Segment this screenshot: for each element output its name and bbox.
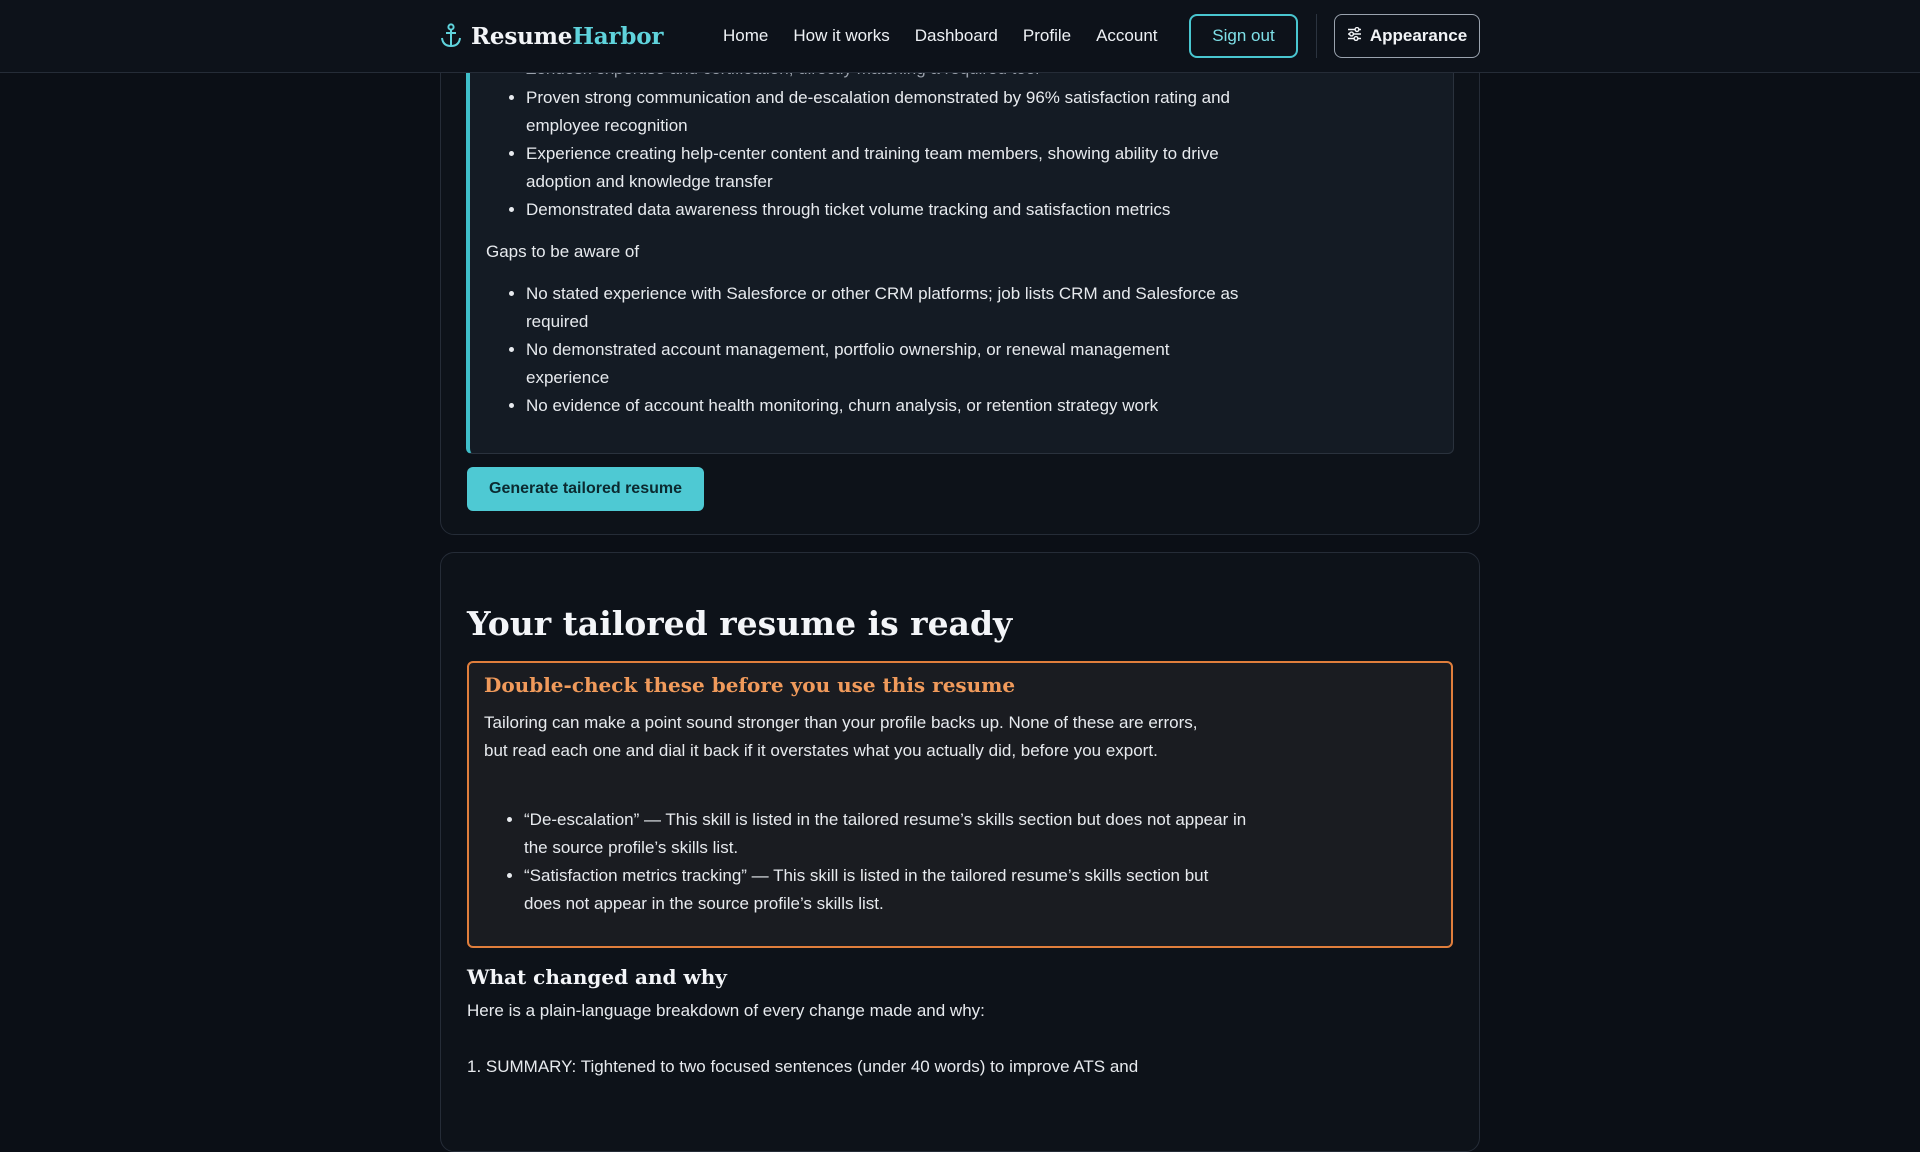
top-navigation-bar	[0, 0, 1920, 73]
list-item: • Proven strong communication and de-escalation demonstrated by 96% satisfaction rating and employee recognition	[526, 84, 1246, 140]
brand-name-part1: Resume	[471, 22, 573, 50]
list-item: • No stated experience with Salesforce or other CRM platforms; job lists CRM and Salesforce as required	[526, 280, 1246, 336]
anchor-icon	[440, 23, 462, 49]
list-item: • No demonstrated account management, portfolio ownership, or renewal management experience	[526, 336, 1246, 392]
nav-divider	[1316, 14, 1317, 58]
sign-out-button[interactable]: Sign out	[1189, 14, 1298, 58]
nav-account[interactable]: Account	[1096, 26, 1158, 45]
list-item: • “Satisfaction metrics tracking” — This skill is listed in the tailored resume’s skills section but does not appear in the source profile’s skills list.	[524, 862, 1248, 918]
sliders-icon	[1347, 26, 1362, 46]
main-nav	[723, 16, 1158, 56]
warning-text: Tailoring can make a point sound stronger than your profile backs up. None of these are errors, but read each one and dial it back if it overstates what you actually did, before you export.	[484, 713, 1198, 760]
change-item: 1. SUMMARY: Tightened to two focused sentences (under 40 words) to improve ATS and	[467, 1057, 1139, 1076]
gaps-heading: Gaps to be aware of	[486, 242, 640, 261]
page-title: Your tailored resume is ready	[467, 604, 1013, 643]
brand-name-part2: Harbor	[572, 22, 664, 50]
nav-how-it-works[interactable]: How it works	[793, 26, 890, 45]
list-item: • “De-escalation” — This skill is listed in the tailored resume’s skills section but does not appear in the source profile’s skills list.	[524, 806, 1248, 862]
gaps-list	[526, 280, 1246, 420]
warning-list	[524, 806, 1248, 918]
what-changed-intro: Here is a plain-language breakdown of every change made and why:	[467, 1001, 985, 1020]
generate-tailored-resume-button[interactable]: Generate tailored resume	[467, 467, 704, 511]
appearance-label: Appearance	[1369, 26, 1468, 45]
warning-title: Double-check these before you use this resume	[484, 673, 1016, 697]
appearance-button[interactable]	[1334, 14, 1480, 58]
nav-home[interactable]: Home	[723, 26, 769, 45]
strengths-list	[526, 84, 1246, 224]
nav-dashboard[interactable]: Dashboard	[914, 26, 998, 45]
list-item: • Demonstrated data awareness through ticket volume tracking and satisfaction metrics	[526, 196, 1246, 224]
nav-profile[interactable]: Profile	[1022, 26, 1072, 45]
list-item: • No evidence of account health monitoring, churn analysis, or retention strategy work	[526, 392, 1246, 420]
what-changed-heading: What changed and why	[467, 965, 727, 989]
brand-logo[interactable]	[440, 20, 663, 52]
list-item: • Experience creating help-center content and training team members, showing ability to drive adoption and knowledge transfer	[526, 140, 1246, 196]
